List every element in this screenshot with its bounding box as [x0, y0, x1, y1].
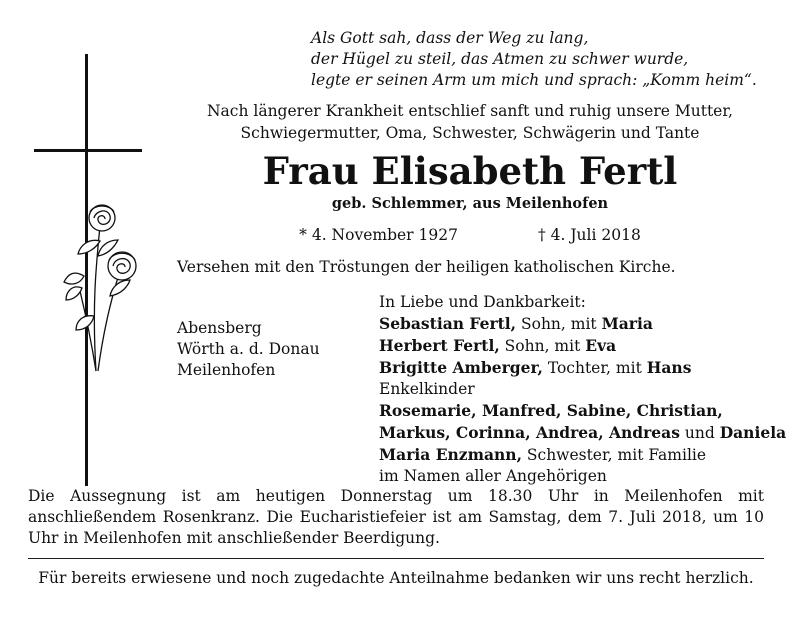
mourner-relation: Sohn, mit — [516, 315, 602, 333]
grandchildren-line — [379, 400, 784, 422]
place-item: Wörth a. d. Donau — [177, 340, 320, 358]
mourners-closing: im Namen aller Angehörigen — [379, 467, 607, 485]
poem-line: legte er seinen Arm um mich und sprach: „Komm heim“. — [311, 71, 757, 89]
grandchildren-and: und — [679, 424, 720, 442]
mourners-heading: In Liebe und Dankbarkeit: — [379, 293, 586, 311]
grandchildren-label: Enkelkinder — [379, 380, 475, 398]
intro-line: Nach längerer Krankheit entschlief sanft und ruhig unsere Mutter, — [206, 102, 733, 120]
mourner-name: Herbert Fertl, — [379, 336, 500, 355]
poem — [311, 28, 781, 91]
grandchildren-names: Daniela — [719, 423, 787, 442]
intro-line: Schwiegermutter, Oma, Schwester, Schwägerin und Tante — [240, 124, 700, 142]
mourners-list — [379, 292, 787, 487]
places-list — [177, 318, 320, 381]
sister-name: Maria Enzmann, — [379, 445, 522, 464]
poem-line: der Hügel zu steil, das Atmen zu schwer wurde, — [311, 50, 689, 68]
intro-text — [150, 100, 790, 144]
mourner-relation: Tochter, mit — [542, 359, 647, 377]
thanks-line: Für bereits erwiesene und noch zugedachte Anteilnahme bedanken wir uns recht herzlich. — [38, 569, 754, 587]
sacrament-line: Versehen mit den Tröstungen der heiligen katholischen Kirche. — [177, 258, 676, 276]
poem-line: Als Gott sah, dass der Weg zu lang, — [311, 29, 589, 47]
grandchildren-names: Rosemarie, Manfred, Sabine, Christian, — [379, 401, 723, 420]
death-date: † 4. Juli 2018 — [537, 226, 641, 244]
life-dates — [150, 226, 790, 244]
birth-date: * 4. November 1927 — [299, 226, 458, 244]
deceased-name: Frau Elisabeth Fertl — [262, 149, 678, 193]
grandchildren-names: Markus, Corinna, Andrea, Andreas — [379, 423, 680, 442]
mourner-partner: Eva — [585, 336, 617, 355]
mourner-name: Sebastian Fertl, — [379, 314, 517, 333]
mourner-relation: Sohn, mit — [499, 337, 586, 355]
mourner-line — [379, 313, 784, 335]
place-item: Abensberg — [177, 319, 262, 337]
grandchildren-line — [379, 422, 787, 444]
sister-relation: Schwester, mit Familie — [521, 446, 707, 464]
divider — [28, 558, 764, 559]
service-announcement: Die Aussegnung ist am heutigen Donnerstag um 18.30 Uhr in Meilenhofen mit anschließendem Rosenkranz. Die Eucharistiefeier ist am Samstag, dem 7. Juli 2018, um 10 Uhr in Meilenhofen mit anschließender Beerdigung. — [28, 487, 764, 547]
mourner-line — [379, 335, 784, 357]
mourner-line — [379, 357, 784, 379]
mourner-partner: Hans — [646, 358, 692, 377]
cross-icon-horizontal — [34, 149, 142, 152]
mourner-line — [379, 444, 784, 466]
birth-name: geb. Schlemmer, aus Meilenhofen — [331, 195, 609, 212]
roses-icon — [60, 196, 150, 376]
place-item: Meilenhofen — [177, 361, 276, 379]
mourner-name: Brigitte Amberger, — [379, 358, 543, 377]
mourner-partner: Maria — [601, 314, 653, 333]
